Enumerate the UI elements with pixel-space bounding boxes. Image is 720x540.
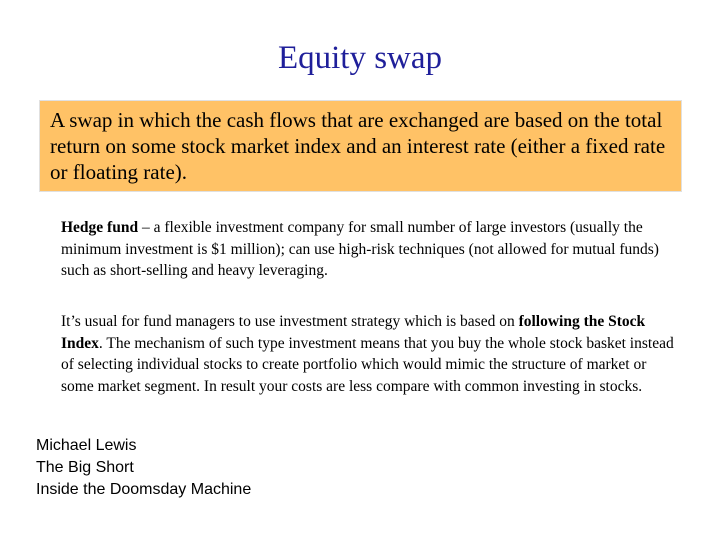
hedge-fund-text: – a flexible investment company for small number of large investors (usually the minimum investment is $1 million); can use high-risk techniques (not allowed for mutual funds) such as short-selling and heavy leveraging. bbox=[61, 219, 659, 279]
hedge-fund-paragraph bbox=[61, 217, 676, 282]
strategy-rest: . The mechanism of such type investment means that you buy the whole stock basket instead of selecting individual stocks to create portfolio which would mimic the structure of market or some market segment. In result your costs are less compare with common investing in stocks. bbox=[61, 334, 674, 395]
hedge-fund-term: Hedge fund bbox=[61, 219, 139, 236]
definition-box: A swap in which the cash flows that are exchanged are based on the total return on some stock market index and an interest rate (either a fixed rate or floating rate). bbox=[39, 100, 682, 192]
credit-author: Michael Lewis bbox=[36, 437, 137, 454]
book-credits bbox=[36, 435, 251, 501]
strategy-intro: It’s usual for fund managers to use investment strategy which is based on bbox=[61, 313, 519, 330]
strategy-paragraph bbox=[61, 311, 676, 397]
credit-book-title: The Big Short bbox=[36, 459, 134, 476]
strategy-emphasis: following the Stock Index bbox=[61, 313, 646, 352]
slide-title: Equity swap bbox=[277, 40, 443, 76]
credit-book-subtitle: Inside the Doomsday Machine bbox=[36, 481, 252, 498]
